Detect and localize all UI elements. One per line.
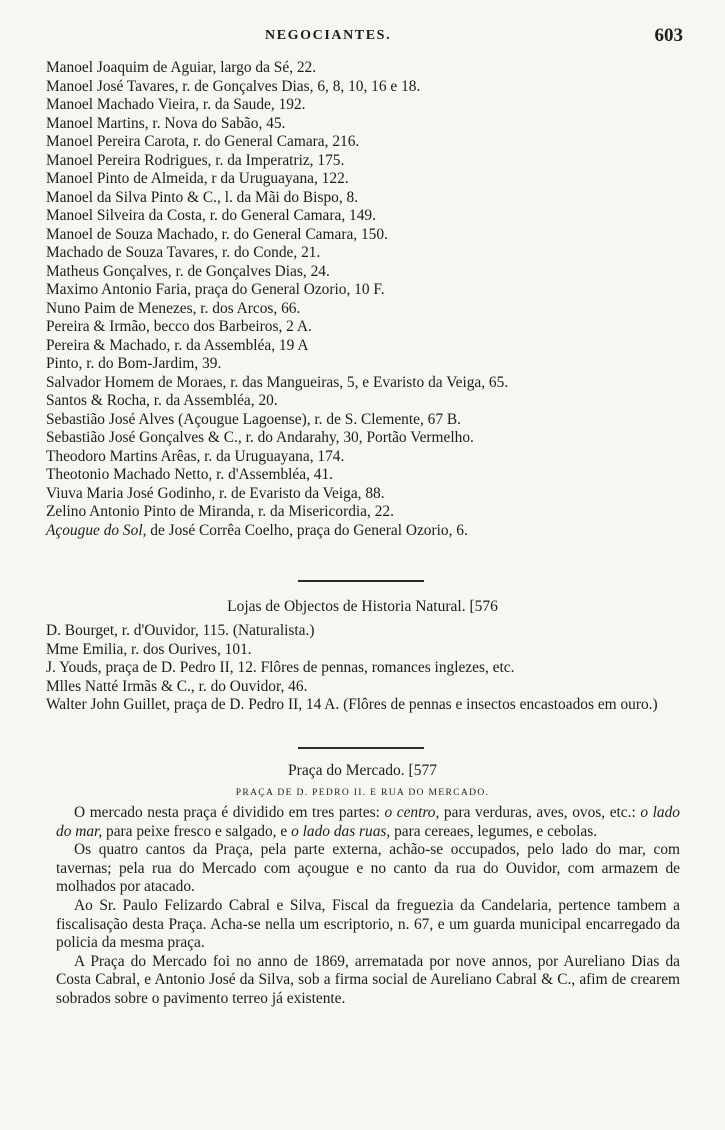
list-item: Matheus Gonçalves, r. de Gonçalves Dias, 24.: [46, 262, 330, 280]
paragraph: [56, 804, 680, 841]
shop-owner-address: de José Corrêa Coelho, praça do General Ozorio, 6.: [146, 521, 468, 539]
list-item: J. Youds, praça de D. Pedro II, 12. Flôres de pennas, romances inglezes, etc.: [46, 659, 515, 676]
list-item: Mme Emilia, r. dos Ourives, 101.: [46, 640, 252, 658]
page-number: 603: [654, 25, 683, 46]
list-item: Manoel de Souza Machado, r. do General Camara, 150.: [46, 225, 388, 243]
list-item: Machado de Souza Tavares, r. do Conde, 21.: [46, 244, 321, 261]
list-item: Viuva Maria José Godinho, r. de Evaristo da Veiga, 88.: [46, 484, 385, 502]
text-run: para verduras, aves, ovos, etc.:: [439, 804, 641, 821]
list-item: Manoel Pereira Rodrigues, r. da Imperatriz, 175.: [46, 151, 345, 169]
list-item: Manoel Machado Vieira, r. da Saude, 192.: [46, 96, 306, 113]
text-run: para cereaes, legumes, e cebolas.: [390, 822, 598, 840]
list-item: Sebastião José Gonçalves & C., r. do Andarahy, 30, Portão Vermelho.: [46, 429, 474, 446]
list-item: Theodoro Martins Arêas, r. da Uruguayana, 174.: [46, 447, 345, 465]
list-item: Maximo Antonio Faria, praça do General Ozorio, 10 F.: [46, 281, 385, 298]
text-run-italic: o lado do mar,: [56, 804, 680, 840]
page-title: NEGOCIANTES.: [265, 28, 392, 43]
list-item: Manoel José Tavares, r. de Gonçalves Dias, 6, 8, 10, 16 e 18.: [46, 77, 421, 95]
list-item-last: [46, 522, 508, 541]
list-item: Pereira & Machado, r. da Assembléa, 19 A: [46, 336, 309, 354]
list-item: Salvador Homem de Moraes, r. das Mangueiras, 5, e Evaristo da Veiga, 65.: [46, 373, 509, 391]
text-run-italic: o lado das ruas,: [291, 822, 391, 840]
market-description: [56, 804, 680, 1009]
merchant-list: [46, 59, 508, 540]
paragraph: Ao Sr. Paulo Felizardo Cabral e Silva, Fiscal da freguezia da Candelaria, pertence tambem a fiscalisação desta Praça. Acha-se nella um escriptorio, n. 67, e um guarda municipal encarregado da policia da mesma praça.: [56, 896, 680, 952]
paragraph: A Praça do Mercado foi no anno de 1869, arrematada por nove annos, por Aureliano Dias da Costa Cabral, e Antonio José da Silva, sob a firma social de Aureliano Cabral & C., afim de crearem sobrados sobre o pavimento terreo já existente.: [56, 952, 680, 1007]
natural-history-list: [46, 622, 700, 715]
list-item: Manoel Pinto de Almeida, r da Uruguayana, 122.: [46, 170, 349, 187]
section-title-natural-history: Lojas de Objectos de Historia Natural. [576: [227, 598, 498, 615]
list-item: Nuno Paim de Menezes, r. dos Arcos, 66.: [46, 299, 301, 317]
text-run-italic: o centro,: [384, 804, 440, 821]
list-item: Manoel Silveira da Costa, r. do General Camara, 149.: [46, 207, 376, 224]
list-item: Zelino Antonio Pinto de Miranda, r. da Misericordia, 22.: [46, 503, 394, 520]
section-divider: [298, 747, 424, 749]
list-item: D. Bourget, r. d'Ouvidor, 115. (Naturalista.): [46, 622, 315, 639]
list-item: Manoel Joaquim de Aguiar, largo da Sé, 22.: [46, 59, 317, 76]
list-item: Theotonio Machado Netto, r. d'Assembléa, 41.: [46, 466, 334, 483]
list-item: Pereira & Irmão, becco dos Barbeiros, 2 A.: [46, 318, 312, 335]
shop-name-italic: Açougue do Sol,: [46, 521, 147, 539]
paragraph: Os quatro cantos da Praça, pela parte externa, achão-se occupados, pelo lado do mar, com tavernas; pela rua do Mercado com açougue e no canto da rua do Ouvidor, com armazem de molhados por atacado.: [56, 841, 680, 896]
list-item: Manoel Pereira Carota, r. do General Camara, 216.: [46, 133, 360, 150]
text-run: para peixe fresco e salgado, e: [102, 822, 292, 840]
list-item: Mlles Natté Irmãs & C., r. do Ouvidor, 46.: [46, 677, 308, 695]
section-divider: [298, 580, 424, 582]
text-run: O mercado nesta praça é dividido em tres partes:: [74, 804, 385, 821]
section-subtitle: PRAÇA DE D. PEDRO II. E RUA DO MERCADO.: [235, 787, 490, 798]
list-item: Santos & Rocha, r. da Assembléa, 20.: [46, 392, 278, 409]
list-item: Manoel Martins, r. Nova do Sabão, 45.: [46, 114, 286, 132]
page-header: [40, 25, 683, 50]
list-item: Pinto, r. do Bom-Jardim, 39.: [46, 355, 222, 372]
list-item: Sebastião José Alves (Açougue Lagoense), r. de S. Clemente, 67 B.: [46, 410, 462, 428]
section-title-market: Praça do Mercado. [577: [288, 762, 437, 779]
list-item: Manoel da Silva Pinto & C., l. da Mãi do Bispo, 8.: [46, 188, 359, 206]
list-item: Walter John Guillet, praça de D. Pedro II, 14 A. (Flôres de pennas e insectos encastoados em ouro.): [46, 696, 658, 713]
